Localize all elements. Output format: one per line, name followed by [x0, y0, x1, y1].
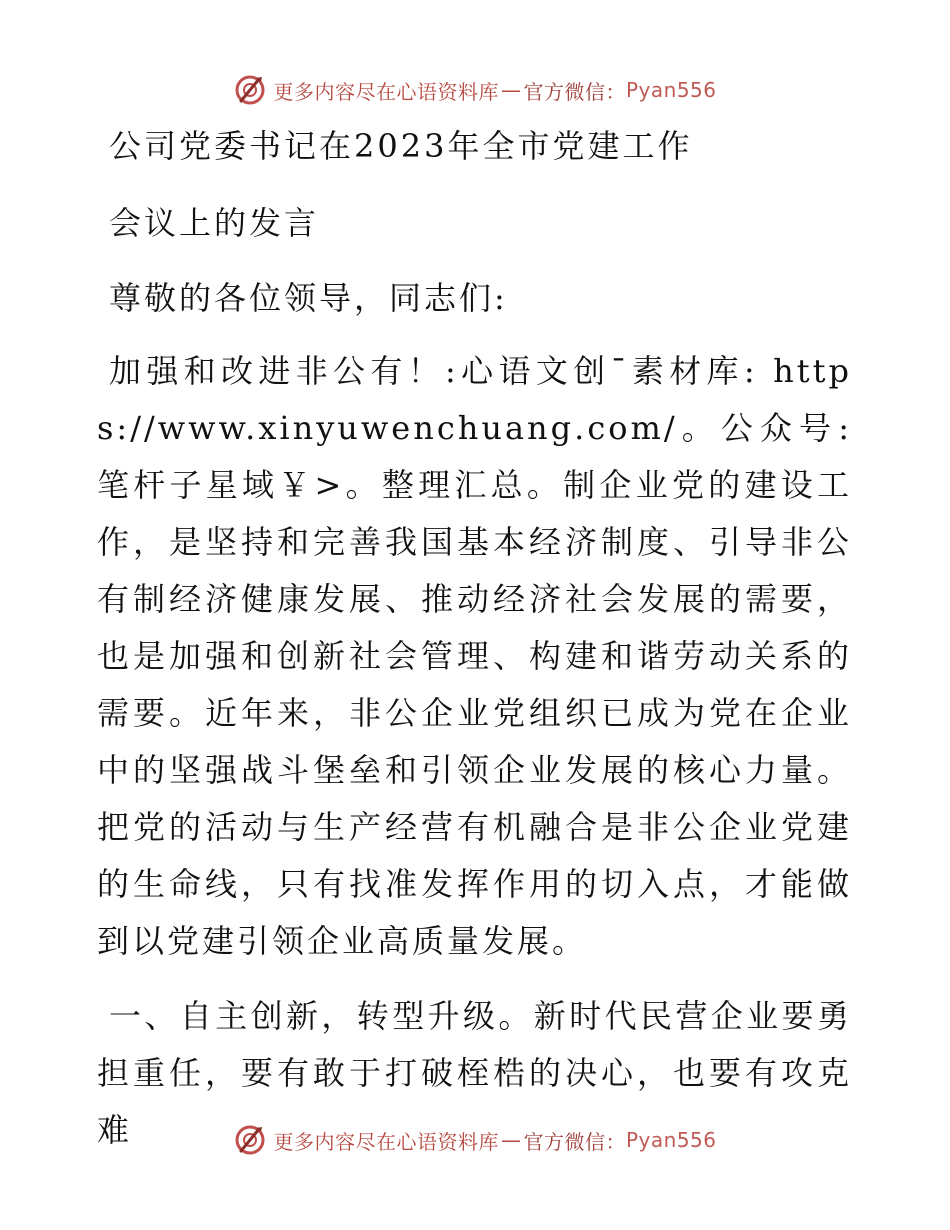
document-salutation: 尊敬的各位领导，同志们: [109, 279, 508, 317]
watermark-separator: — [500, 78, 522, 102]
brand-logo-icon [233, 73, 267, 107]
document-body [97, 118, 852, 1159]
watermark-separator: — [500, 1128, 522, 1152]
brand-logo-icon [233, 1123, 267, 1157]
document-paragraph: 一、自主创新，转型升级。新时代民营企业要勇担重任，要有敢于打破桎梏的决心，也要有攻克难 [97, 997, 852, 1149]
watermark-header [0, 70, 950, 110]
document-paragraph: 加强和改进非公有！:心语文创¯素材库: https://www.xinyuwenchuang.com/。公众号: 笔杆子星域￥>。整理汇总。制企业党的建设工作，是坚持和完善我国基本经济制度、引导非公有制经济健康发展、推动经济社会发展的需要，也是加强和创新社会管理、构建和谐劳动关系的需要。近年来，非公企业党组织已成为党在企业中的坚强战斗堡垒和引领企业发展的核心力量。把党的活动与生产经营有机融合是非公企业党建的生命线，只有找准发挥作用的切入点，才能做到以党建引领企业高质量发展。 [97, 352, 852, 960]
watermark-wechat-label: 官方微信： [523, 1129, 626, 1154]
document-title-line-1: 公司党委书记在2023年全市党建工作 [109, 127, 693, 165]
watermark-wechat-label: 官方微信： [523, 79, 626, 104]
watermark-wechat-id: Pyan556 [625, 78, 717, 102]
watermark-footer [0, 1120, 950, 1160]
document-title-line-2: 会议上的发言 [109, 204, 320, 242]
watermark-text: 更多内容尽在心语资料库 [273, 79, 499, 104]
watermark-wechat-id: Pyan556 [625, 1128, 717, 1152]
watermark-text: 更多内容尽在心语资料库 [273, 1129, 499, 1154]
